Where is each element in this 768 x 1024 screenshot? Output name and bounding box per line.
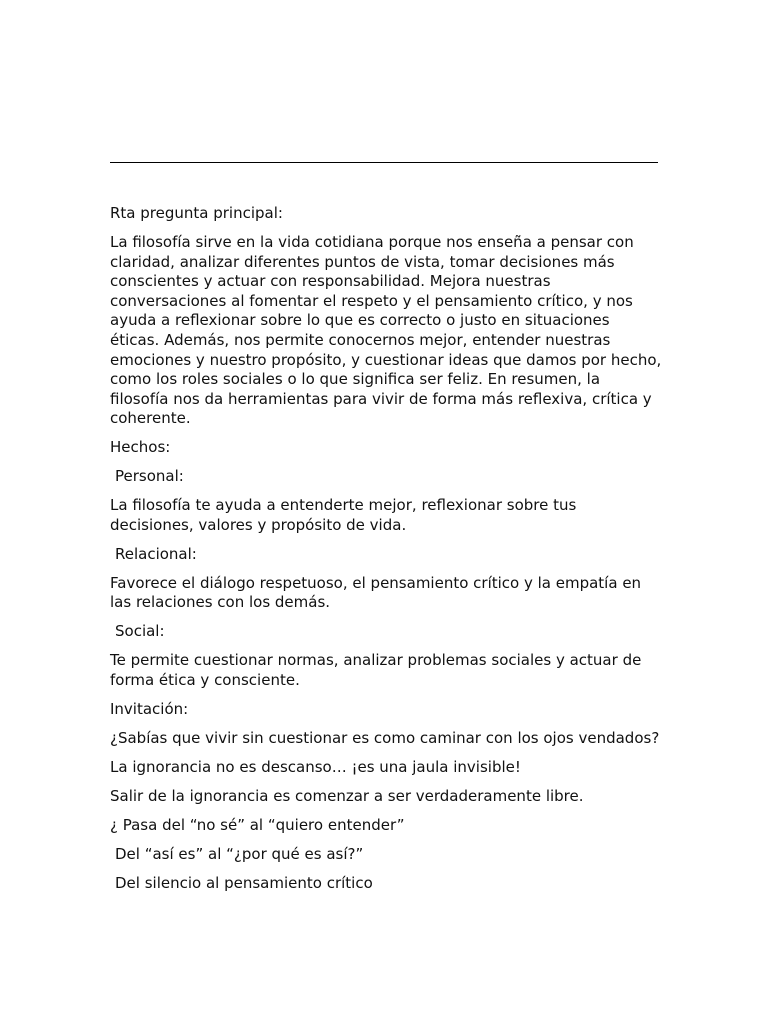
- invitation-line: La ignorancia no es descanso… ¡es una jaula invisible!: [110, 757, 521, 776]
- invitation-line: Del “así es” al “¿por qué es así?”: [115, 844, 364, 863]
- relational-paragraph: Favorece el diálogo respetuoso, el pensamiento crítico y la empatía en las relaciones con los demás.: [110, 573, 642, 612]
- personal-label: Personal:: [115, 467, 184, 486]
- invitation-line: ¿ Pasa del “no sé” al “quiero entender”: [110, 815, 405, 834]
- main-answer-paragraph: La filosofía sirve en la vida cotidiana porque nos enseña a pensar con claridad, analizar diferentes puntos de vista, tomar decisiones más conscientes y actuar con responsabilidad. Mejora nuestras conversaciones al fomentar el respeto y el pensamiento crítico, y nos ayuda a reflexionar sobre lo que es correcto o justo en situaciones éticas. Además, nos permite conocernos mejor, entender nuestras emociones y nuestro propósito, y cuestionar ideas que damos por hecho, como los roles sociales o lo que significa ser feliz. En resumen, la filosofía nos da herramientas para vivir de forma más reflexiva, crítica y coherente.: [110, 232, 662, 428]
- invitation-line: Salir de la ignorancia es comenzar a ser verdaderamente libre.: [110, 786, 584, 805]
- question-heading: Rta pregunta principal:: [110, 204, 283, 222]
- social-label: Social:: [115, 622, 165, 641]
- facts-label: Hechos:: [110, 438, 171, 457]
- invitation-question: ¿Sabías que vivir sin cuestionar es como caminar con los ojos vendados?: [110, 728, 660, 747]
- horizontal-rule: [110, 162, 658, 163]
- invitation-line: Del silencio al pensamiento crítico: [115, 873, 373, 892]
- social-paragraph: Te permite cuestionar normas, analizar problemas sociales y actuar de forma ética y consciente.: [110, 651, 642, 689]
- invitation-label: Invitación:: [110, 699, 189, 718]
- document-body: [110, 204, 662, 903]
- personal-paragraph: La filosofía te ayuda a entenderte mejor, reflexionar sobre tus decisiones, valores y propósito de vida.: [110, 496, 577, 534]
- relational-label: Relacional:: [115, 544, 197, 563]
